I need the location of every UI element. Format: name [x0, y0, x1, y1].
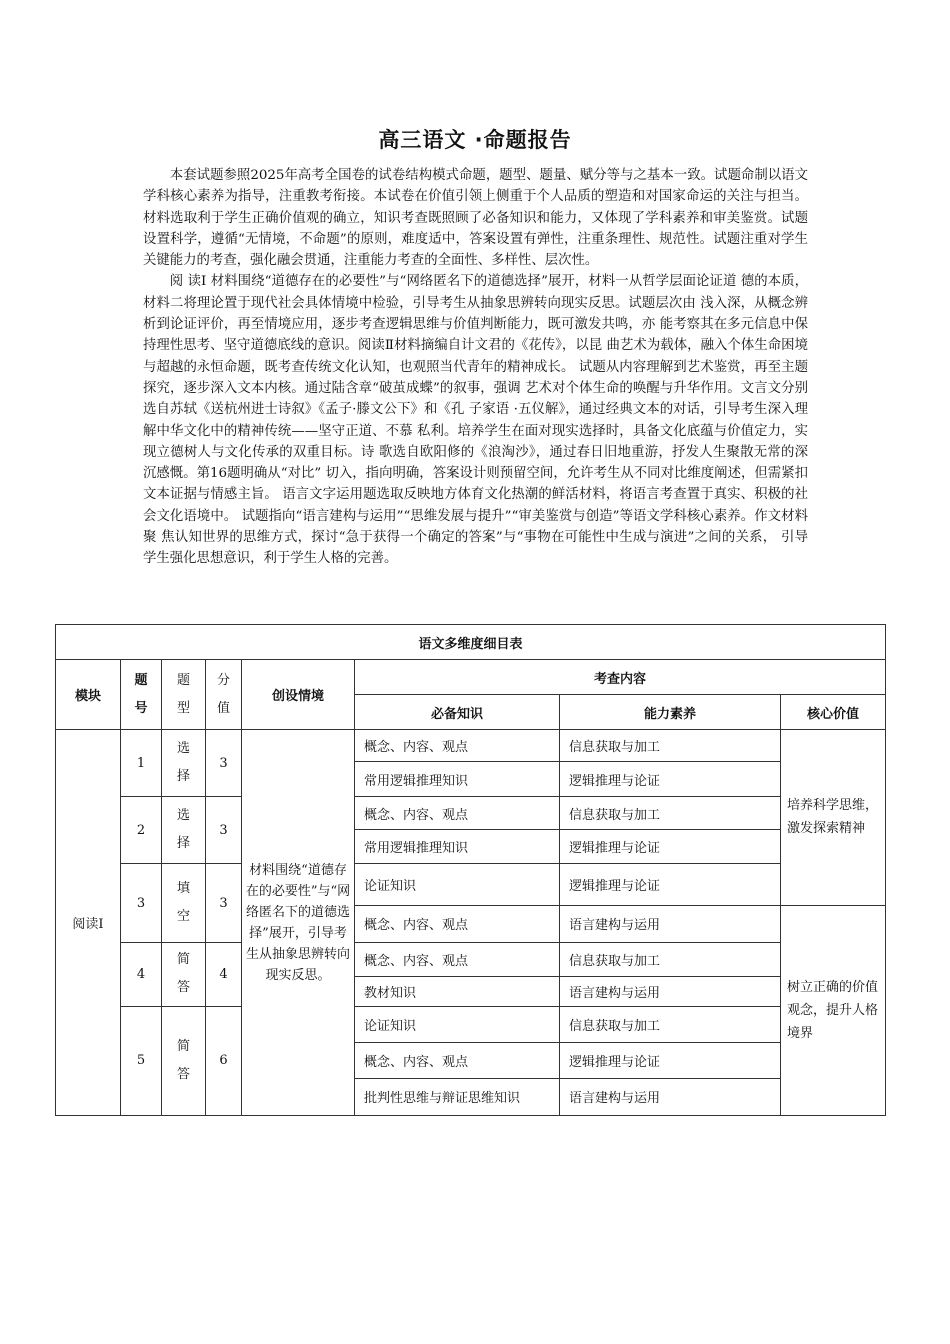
- knowledge-cell: 概念、内容、观点: [355, 905, 560, 942]
- knowledge-cell: 论证知识: [355, 864, 560, 905]
- spec-table: [55, 624, 886, 1116]
- header-content: 考查内容: [355, 660, 886, 695]
- ability-cell: 逻辑推理与论证: [560, 864, 781, 905]
- header-type: [162, 660, 206, 730]
- q1-type: [162, 730, 206, 797]
- knowledge-cell: 常用逻辑推理知识: [355, 830, 560, 864]
- q3-num: 3: [121, 864, 162, 942]
- q4-type-label: 简答: [176, 952, 190, 996]
- table-row: [56, 864, 886, 905]
- table-row: [56, 797, 886, 830]
- ability-cell: 语言建构与运用: [560, 1078, 781, 1115]
- q3-type: [162, 864, 206, 942]
- ability-cell: 信息获取与加工: [560, 730, 781, 762]
- knowledge-cell: 概念、内容、观点: [355, 797, 560, 830]
- q2-num: 2: [121, 797, 162, 864]
- q5-num: 5: [121, 1006, 162, 1115]
- page-title: 高三语文 ·命题报告: [378, 128, 572, 152]
- knowledge-cell: 概念、内容、观点: [355, 942, 560, 976]
- q2-type: [162, 797, 206, 864]
- header-scenario: 创设情境: [242, 660, 355, 730]
- header-ability: 能力素养: [560, 695, 781, 730]
- table-caption: 语文多维度细目表: [56, 625, 886, 660]
- header-num: [121, 660, 162, 730]
- q4-score: 4: [206, 942, 242, 1006]
- ability-cell: 逻辑推理与论证: [560, 762, 781, 797]
- table-row: [56, 942, 886, 976]
- q2-score: 3: [206, 797, 242, 864]
- ability-cell: 语言建构与运用: [560, 976, 781, 1006]
- ability-cell: 信息获取与加工: [560, 797, 781, 830]
- table-row: [56, 730, 886, 762]
- knowledge-cell: 教材知识: [355, 976, 560, 1006]
- header-score-label: 分值: [216, 672, 230, 716]
- report-body: [143, 165, 808, 570]
- q5-score: 6: [206, 1006, 242, 1115]
- q3-type-label: 填空: [176, 881, 190, 924]
- header-value: 核心价值: [781, 695, 886, 730]
- ability-cell: 信息获取与加工: [560, 1006, 781, 1042]
- ability-cell: 逻辑推理与论证: [560, 1042, 781, 1078]
- scenario-cell: 材料围绕“道德存在的必要性”与“网络匿名下的道德选择”展开，引导考生从抽象思辨转向现实反思。: [242, 730, 355, 1116]
- knowledge-cell: 概念、内容、观点: [355, 1042, 560, 1078]
- q1-score: 3: [206, 730, 242, 797]
- knowledge-cell: 论证知识: [355, 1006, 560, 1042]
- knowledge-cell: 概念、内容、观点: [355, 730, 560, 762]
- q1-type-label: 选择: [176, 741, 190, 785]
- ability-cell: 语言建构与运用: [560, 905, 781, 942]
- q3-score: 3: [206, 864, 242, 942]
- header-module: 模块: [56, 660, 121, 730]
- paragraph-details: 阅 读Ⅰ 材料围绕“道德存在的必要性”与“网络匿名下的道德选择”展开，材料一从哲学层面论证道 德的本质，材料二将理论置于现代社会具体情境中检验，引导考生从抽象思辨转向现实反思。试题层次由 浅入深，从概念辨析到论证评价，再至情境应用，逐步考查逻辑思维与价值判断能力，既可激发共鸣，亦 能考察其在多元信息中保持理性思考、坚守道德底线的意识。阅读Ⅱ材料摘编自计文君的《花传》，以昆 曲艺术为载体，融入个体生命困境与超越的永恒命题，既考查传统文化认知，也观照当代青年的精神成长。 试题从内容理解到艺术鉴赏，再至主题探究，逐步深入文本内核。通过陆含章“破茧成蝶”的叙事，强调 艺术对个体生命的唤醒与升华作用。文言文分别选自苏轼《送杭州进士诗叙》《孟子·滕文公下》和《孔 子家语 ·五仪解》，通过经典文本的对话，引导考生深入理解中华文化中的精神传统——坚守正道、不慕 私利。培养学生在面对现实选择时，具备文化底蕴与价值定力，实现立德树人与文化传承的双重目标。诗 歌选自欧阳修的《浪淘沙》，通过春日旧地重游，抒发人生聚散无常的深沉感慨。第16题明确从“对比” 切入，指向明确，答案设计则预留空间，允许考生从不同对比维度阐述，但需紧扣文本证据与情感主旨。 语言文字运用题选取反映地方体育文化热潮的鲜活材料，将语言考查置于真实、积极的社会文化语境中。 试题指向“语言建构与运用”“思维发展与提升”“审美鉴赏与创造”等语文学科核心素养。作文材料聚 焦认知世界的思维方式，探讨“急于获得一个确定的答案”与“事物在可能性中生成与演进”之间的关系， 引导学生强化思想意识，利于学生人格的完善。: [143, 274, 808, 567]
- ability-cell: 信息获取与加工: [560, 942, 781, 976]
- knowledge-cell: 批判性思维与辩证思维知识: [355, 1078, 560, 1115]
- ability-cell: 逻辑推理与论证: [560, 830, 781, 864]
- header-type-label: 题型: [176, 672, 190, 716]
- value-cell-2: 树立正确的价值观念，提升人格境界: [781, 905, 886, 1115]
- header-num-label: 题号: [134, 672, 148, 716]
- value-cell-1: 培养科学思维，激发探索精神: [781, 730, 886, 905]
- table-row: [56, 1006, 886, 1042]
- q5-type: [162, 1006, 206, 1115]
- q1-num: 1: [121, 730, 162, 797]
- header-score: [206, 660, 242, 730]
- q5-type-label: 简答: [176, 1038, 190, 1082]
- header-knowledge: 必备知识: [355, 695, 560, 730]
- q4-num: 4: [121, 942, 162, 1006]
- q2-type-label: 选择: [176, 808, 190, 852]
- module-cell: 阅读Ⅰ: [56, 730, 121, 1116]
- paragraph-intro: 本套试题参照2025年高考全国卷的试卷结构模式命题，题型、题量、赋分等与之基本一致。试题命制以语文学科核心素养为指导，注重教考衔接。本试卷在价值引领上侧重于个人品质的塑造和对国家命运的关注与担当。材料选取利于学生正确价值观的确立，知识考查既照顾了必备知识和能力，又体现了学科素养和审美鉴赏。试题设置科学，遵循“无情境，不命题”的原则，难度适中，答案设置有弹性，注重条理性、规范性。试题注重对学生关键能力的考查，强化融会贯通，注重能力考查的全面性、多样性、层次性。: [143, 168, 808, 269]
- q4-type: [162, 942, 206, 1006]
- knowledge-cell: 常用逻辑推理知识: [355, 762, 560, 797]
